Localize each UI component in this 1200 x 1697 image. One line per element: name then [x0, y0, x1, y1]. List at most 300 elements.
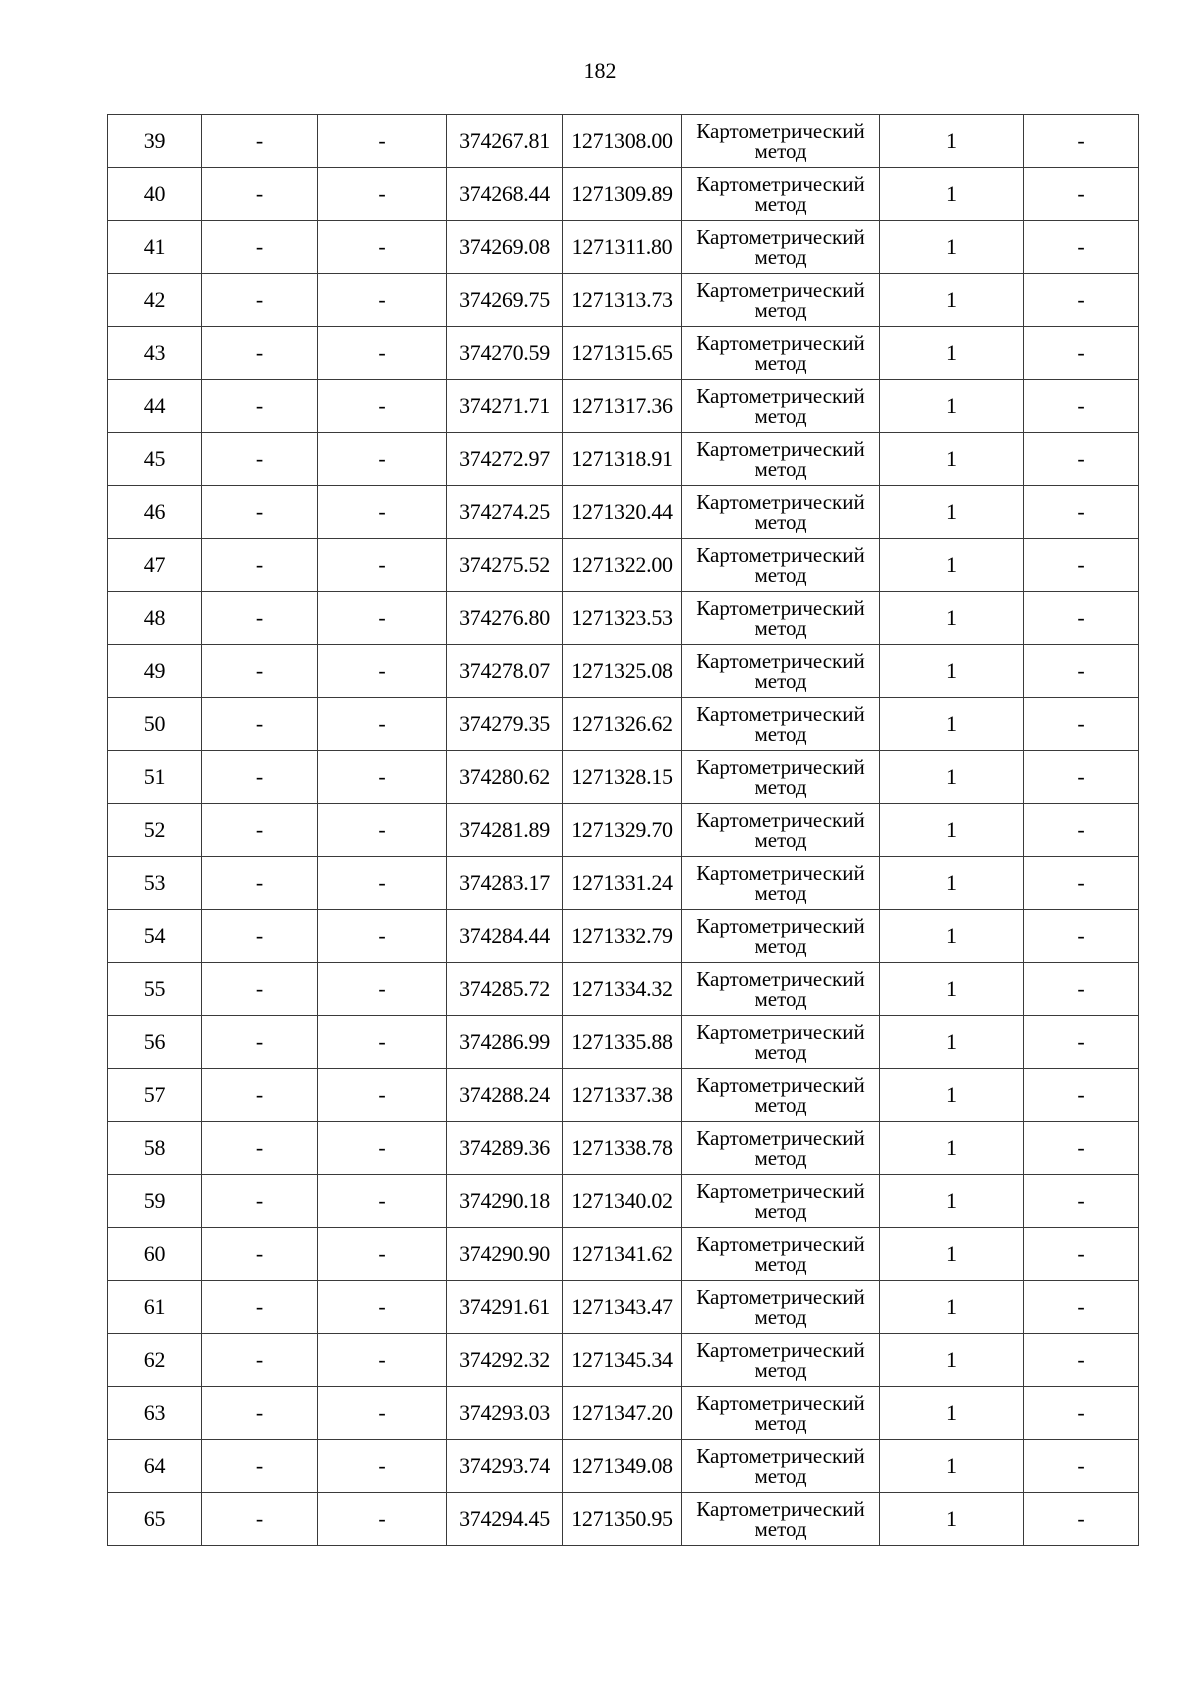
method-line-1: Картометрический [696, 1073, 865, 1097]
method-line-1: Картометрический [696, 225, 865, 249]
method-line-1: Картометрический [696, 808, 865, 832]
x-coordinate-cell: 374267.81 [447, 115, 563, 168]
empty-dash-cell: - [202, 1334, 318, 1387]
point-number-cell: 46 [108, 486, 202, 539]
empty-dash-cell: - [202, 1440, 318, 1493]
point-number-cell: 43 [108, 327, 202, 380]
method-line-2: метод [754, 1040, 807, 1064]
y-coordinate-cell: 1271323.53 [563, 592, 682, 645]
method-line-1: Картометрический [696, 543, 865, 567]
empty-dash-cell: - [318, 1281, 447, 1334]
accuracy-cell: 1 [880, 1016, 1024, 1069]
method-cell [682, 1387, 880, 1440]
x-coordinate-cell: 374271.71 [447, 380, 563, 433]
empty-dash-cell: - [1024, 910, 1139, 963]
empty-dash-cell: - [318, 1069, 447, 1122]
page-number: 182 [583, 58, 617, 83]
method-line-2: метод [754, 828, 807, 852]
method-line-2: метод [754, 775, 807, 799]
table-row [108, 433, 1139, 486]
method-line-2: метод [754, 1464, 807, 1488]
table-row [108, 1016, 1139, 1069]
empty-dash-cell: - [318, 433, 447, 486]
x-coordinate-cell: 374293.03 [447, 1387, 563, 1440]
x-coordinate-cell: 374285.72 [447, 963, 563, 1016]
table-row [108, 963, 1139, 1016]
empty-dash-cell: - [1024, 751, 1139, 804]
x-coordinate-cell: 374280.62 [447, 751, 563, 804]
point-number-cell: 52 [108, 804, 202, 857]
empty-dash-cell: - [318, 1175, 447, 1228]
method-cell [682, 433, 880, 486]
point-number-cell: 48 [108, 592, 202, 645]
y-coordinate-cell: 1271328.15 [563, 751, 682, 804]
method-cell [682, 1281, 880, 1334]
method-line-1: Картометрический [696, 596, 865, 620]
empty-dash-cell: - [1024, 963, 1139, 1016]
empty-dash-cell: - [202, 433, 318, 486]
y-coordinate-cell: 1271341.62 [563, 1228, 682, 1281]
empty-dash-cell: - [1024, 1069, 1139, 1122]
y-coordinate-cell: 1271313.73 [563, 274, 682, 327]
empty-dash-cell: - [1024, 274, 1139, 327]
empty-dash-cell: - [202, 1387, 318, 1440]
method-line-1: Картометрический [696, 490, 865, 514]
method-line-2: метод [754, 298, 807, 322]
method-line-2: метод [754, 987, 807, 1011]
accuracy-cell: 1 [880, 486, 1024, 539]
method-line-2: метод [754, 1305, 807, 1329]
method-line-2: метод [754, 1252, 807, 1276]
empty-dash-cell: - [318, 380, 447, 433]
point-number-cell: 39 [108, 115, 202, 168]
method-line-1: Картометрический [696, 755, 865, 779]
empty-dash-cell: - [1024, 804, 1139, 857]
empty-dash-cell: - [202, 486, 318, 539]
table-row [108, 1493, 1139, 1546]
empty-dash-cell: - [318, 1387, 447, 1440]
table-row [108, 592, 1139, 645]
y-coordinate-cell: 1271308.00 [563, 115, 682, 168]
method-line-2: метод [754, 1517, 807, 1541]
method-line-1: Картометрический [696, 119, 865, 143]
method-line-2: метод [754, 351, 807, 375]
empty-dash-cell: - [1024, 168, 1139, 221]
y-coordinate-cell: 1271334.32 [563, 963, 682, 1016]
y-coordinate-cell: 1271311.80 [563, 221, 682, 274]
method-line-1: Картометрический [696, 172, 865, 196]
method-cell [682, 963, 880, 1016]
table-row [108, 751, 1139, 804]
empty-dash-cell: - [318, 486, 447, 539]
y-coordinate-cell: 1271320.44 [563, 486, 682, 539]
empty-dash-cell: - [202, 751, 318, 804]
accuracy-cell: 1 [880, 539, 1024, 592]
method-cell [682, 221, 880, 274]
accuracy-cell: 1 [880, 221, 1024, 274]
empty-dash-cell: - [1024, 539, 1139, 592]
point-number-cell: 45 [108, 433, 202, 486]
method-cell [682, 380, 880, 433]
method-cell [682, 1016, 880, 1069]
method-line-2: метод [754, 404, 807, 428]
y-coordinate-cell: 1271350.95 [563, 1493, 682, 1546]
empty-dash-cell: - [318, 751, 447, 804]
x-coordinate-cell: 374288.24 [447, 1069, 563, 1122]
method-line-2: метод [754, 1146, 807, 1170]
x-coordinate-cell: 374279.35 [447, 698, 563, 751]
point-number-cell: 58 [108, 1122, 202, 1175]
table-row [108, 1069, 1139, 1122]
method-cell [682, 327, 880, 380]
method-cell [682, 804, 880, 857]
y-coordinate-cell: 1271338.78 [563, 1122, 682, 1175]
method-line-2: метод [754, 1093, 807, 1117]
empty-dash-cell: - [202, 592, 318, 645]
empty-dash-cell: - [1024, 327, 1139, 380]
y-coordinate-cell: 1271349.08 [563, 1440, 682, 1493]
empty-dash-cell: - [202, 1016, 318, 1069]
y-coordinate-cell: 1271347.20 [563, 1387, 682, 1440]
empty-dash-cell: - [202, 1493, 318, 1546]
method-cell [682, 698, 880, 751]
method-line-2: метод [754, 616, 807, 640]
y-coordinate-cell: 1271325.08 [563, 645, 682, 698]
method-line-2: метод [754, 934, 807, 958]
x-coordinate-cell: 374274.25 [447, 486, 563, 539]
x-coordinate-cell: 374289.36 [447, 1122, 563, 1175]
point-number-cell: 63 [108, 1387, 202, 1440]
point-number-cell: 62 [108, 1334, 202, 1387]
table-row [108, 115, 1139, 168]
table-row [108, 910, 1139, 963]
table-row [108, 1440, 1139, 1493]
x-coordinate-cell: 374290.90 [447, 1228, 563, 1281]
empty-dash-cell: - [318, 539, 447, 592]
accuracy-cell: 1 [880, 1228, 1024, 1281]
method-line-2: метод [754, 722, 807, 746]
empty-dash-cell: - [1024, 115, 1139, 168]
method-line-2: метод [754, 510, 807, 534]
method-line-1: Картометрический [696, 1338, 865, 1362]
method-line-2: метод [754, 1199, 807, 1223]
empty-dash-cell: - [318, 910, 447, 963]
method-cell [682, 539, 880, 592]
y-coordinate-cell: 1271332.79 [563, 910, 682, 963]
empty-dash-cell: - [1024, 1175, 1139, 1228]
point-number-cell: 51 [108, 751, 202, 804]
empty-dash-cell: - [202, 380, 318, 433]
table-row [108, 1281, 1139, 1334]
coordinates-table [107, 114, 1139, 1546]
empty-dash-cell: - [1024, 486, 1139, 539]
y-coordinate-cell: 1271331.24 [563, 857, 682, 910]
empty-dash-cell: - [1024, 1228, 1139, 1281]
table-row [108, 274, 1139, 327]
y-coordinate-cell: 1271318.91 [563, 433, 682, 486]
table-row [108, 327, 1139, 380]
point-number-cell: 49 [108, 645, 202, 698]
empty-dash-cell: - [202, 698, 318, 751]
accuracy-cell: 1 [880, 1334, 1024, 1387]
point-number-cell: 59 [108, 1175, 202, 1228]
x-coordinate-cell: 374275.52 [447, 539, 563, 592]
x-coordinate-cell: 374281.89 [447, 804, 563, 857]
y-coordinate-cell: 1271326.62 [563, 698, 682, 751]
accuracy-cell: 1 [880, 1175, 1024, 1228]
x-coordinate-cell: 374283.17 [447, 857, 563, 910]
empty-dash-cell: - [202, 645, 318, 698]
method-line-2: метод [754, 245, 807, 269]
method-line-1: Картометрический [696, 278, 865, 302]
accuracy-cell: 1 [880, 327, 1024, 380]
empty-dash-cell: - [318, 1016, 447, 1069]
method-cell [682, 168, 880, 221]
empty-dash-cell: - [202, 963, 318, 1016]
method-line-2: метод [754, 1358, 807, 1382]
x-coordinate-cell: 374292.32 [447, 1334, 563, 1387]
y-coordinate-cell: 1271322.00 [563, 539, 682, 592]
point-number-cell: 61 [108, 1281, 202, 1334]
accuracy-cell: 1 [880, 168, 1024, 221]
empty-dash-cell: - [202, 1069, 318, 1122]
x-coordinate-cell: 374291.61 [447, 1281, 563, 1334]
empty-dash-cell: - [1024, 433, 1139, 486]
empty-dash-cell: - [1024, 380, 1139, 433]
method-line-2: метод [754, 669, 807, 693]
empty-dash-cell: - [202, 327, 318, 380]
empty-dash-cell: - [1024, 645, 1139, 698]
empty-dash-cell: - [202, 274, 318, 327]
method-line-1: Картометрический [696, 1444, 865, 1468]
method-line-2: метод [754, 881, 807, 905]
accuracy-cell: 1 [880, 645, 1024, 698]
method-line-1: Картометрический [696, 1179, 865, 1203]
empty-dash-cell: - [318, 963, 447, 1016]
method-line-1: Картометрический [696, 331, 865, 355]
method-cell [682, 1069, 880, 1122]
empty-dash-cell: - [318, 592, 447, 645]
empty-dash-cell: - [318, 327, 447, 380]
empty-dash-cell: - [1024, 1122, 1139, 1175]
method-line-2: метод [754, 139, 807, 163]
method-line-1: Картометрический [696, 914, 865, 938]
point-number-cell: 47 [108, 539, 202, 592]
method-line-1: Картометрический [696, 1497, 865, 1521]
table-row [108, 1122, 1139, 1175]
method-cell [682, 486, 880, 539]
accuracy-cell: 1 [880, 751, 1024, 804]
method-cell [682, 857, 880, 910]
table-row [108, 1387, 1139, 1440]
method-line-1: Картометрический [696, 1126, 865, 1150]
point-number-cell: 54 [108, 910, 202, 963]
method-cell [682, 1175, 880, 1228]
empty-dash-cell: - [202, 804, 318, 857]
y-coordinate-cell: 1271309.89 [563, 168, 682, 221]
x-coordinate-cell: 374294.45 [447, 1493, 563, 1546]
accuracy-cell: 1 [880, 963, 1024, 1016]
x-coordinate-cell: 374268.44 [447, 168, 563, 221]
empty-dash-cell: - [318, 1122, 447, 1175]
accuracy-cell: 1 [880, 804, 1024, 857]
point-number-cell: 40 [108, 168, 202, 221]
table-row [108, 857, 1139, 910]
x-coordinate-cell: 374270.59 [447, 327, 563, 380]
method-line-1: Картометрический [696, 384, 865, 408]
empty-dash-cell: - [1024, 1016, 1139, 1069]
y-coordinate-cell: 1271315.65 [563, 327, 682, 380]
method-line-2: метод [754, 1411, 807, 1435]
method-cell [682, 115, 880, 168]
empty-dash-cell: - [1024, 1387, 1139, 1440]
empty-dash-cell: - [1024, 857, 1139, 910]
method-line-1: Картометрический [696, 1232, 865, 1256]
y-coordinate-cell: 1271340.02 [563, 1175, 682, 1228]
accuracy-cell: 1 [880, 115, 1024, 168]
empty-dash-cell: - [1024, 1440, 1139, 1493]
method-cell [682, 910, 880, 963]
method-line-1: Картометрический [696, 861, 865, 885]
y-coordinate-cell: 1271337.38 [563, 1069, 682, 1122]
table-row [108, 539, 1139, 592]
accuracy-cell: 1 [880, 380, 1024, 433]
y-coordinate-cell: 1271343.47 [563, 1281, 682, 1334]
empty-dash-cell: - [202, 221, 318, 274]
empty-dash-cell: - [318, 645, 447, 698]
accuracy-cell: 1 [880, 857, 1024, 910]
x-coordinate-cell: 374269.75 [447, 274, 563, 327]
empty-dash-cell: - [202, 1122, 318, 1175]
method-line-2: метод [754, 457, 807, 481]
method-line-1: Картометрический [696, 437, 865, 461]
point-number-cell: 56 [108, 1016, 202, 1069]
empty-dash-cell: - [1024, 698, 1139, 751]
table-row [108, 1334, 1139, 1387]
method-cell [682, 645, 880, 698]
method-line-1: Картометрический [696, 702, 865, 726]
empty-dash-cell: - [1024, 1493, 1139, 1546]
empty-dash-cell: - [1024, 1334, 1139, 1387]
table-row [108, 221, 1139, 274]
x-coordinate-cell: 374269.08 [447, 221, 563, 274]
empty-dash-cell: - [318, 221, 447, 274]
empty-dash-cell: - [202, 115, 318, 168]
empty-dash-cell: - [318, 1440, 447, 1493]
method-line-1: Картометрический [696, 1391, 865, 1415]
y-coordinate-cell: 1271329.70 [563, 804, 682, 857]
accuracy-cell: 1 [880, 274, 1024, 327]
point-number-cell: 65 [108, 1493, 202, 1546]
point-number-cell: 55 [108, 963, 202, 1016]
table-row [108, 698, 1139, 751]
x-coordinate-cell: 374284.44 [447, 910, 563, 963]
method-line-1: Картометрический [696, 1285, 865, 1309]
point-number-cell: 44 [108, 380, 202, 433]
empty-dash-cell: - [202, 1228, 318, 1281]
accuracy-cell: 1 [880, 1440, 1024, 1493]
empty-dash-cell: - [202, 910, 318, 963]
empty-dash-cell: - [202, 857, 318, 910]
point-number-cell: 41 [108, 221, 202, 274]
method-cell [682, 1122, 880, 1175]
method-cell [682, 1440, 880, 1493]
table-row [108, 1175, 1139, 1228]
empty-dash-cell: - [318, 857, 447, 910]
table-body [108, 115, 1139, 1546]
empty-dash-cell: - [202, 168, 318, 221]
empty-dash-cell: - [318, 274, 447, 327]
empty-dash-cell: - [1024, 221, 1139, 274]
empty-dash-cell: - [318, 115, 447, 168]
method-cell [682, 1228, 880, 1281]
empty-dash-cell: - [318, 1334, 447, 1387]
x-coordinate-cell: 374293.74 [447, 1440, 563, 1493]
point-number-cell: 60 [108, 1228, 202, 1281]
accuracy-cell: 1 [880, 1069, 1024, 1122]
method-cell [682, 274, 880, 327]
accuracy-cell: 1 [880, 592, 1024, 645]
point-number-cell: 57 [108, 1069, 202, 1122]
accuracy-cell: 1 [880, 1281, 1024, 1334]
accuracy-cell: 1 [880, 1387, 1024, 1440]
method-cell [682, 751, 880, 804]
empty-dash-cell: - [318, 1493, 447, 1546]
accuracy-cell: 1 [880, 698, 1024, 751]
x-coordinate-cell: 374278.07 [447, 645, 563, 698]
method-line-1: Картометрический [696, 967, 865, 991]
point-number-cell: 64 [108, 1440, 202, 1493]
table-row [108, 645, 1139, 698]
table-row [108, 168, 1139, 221]
accuracy-cell: 1 [880, 1122, 1024, 1175]
x-coordinate-cell: 374286.99 [447, 1016, 563, 1069]
y-coordinate-cell: 1271345.34 [563, 1334, 682, 1387]
table-row [108, 804, 1139, 857]
method-line-2: метод [754, 192, 807, 216]
empty-dash-cell: - [202, 1175, 318, 1228]
method-line-1: Картометрический [696, 649, 865, 673]
method-cell [682, 1493, 880, 1546]
empty-dash-cell: - [318, 698, 447, 751]
point-number-cell: 50 [108, 698, 202, 751]
point-number-cell: 42 [108, 274, 202, 327]
empty-dash-cell: - [1024, 592, 1139, 645]
method-cell [682, 1334, 880, 1387]
empty-dash-cell: - [318, 168, 447, 221]
empty-dash-cell: - [1024, 1281, 1139, 1334]
x-coordinate-cell: 374276.80 [447, 592, 563, 645]
table-row [108, 380, 1139, 433]
method-line-2: метод [754, 563, 807, 587]
empty-dash-cell: - [318, 1228, 447, 1281]
empty-dash-cell: - [202, 539, 318, 592]
method-line-1: Картометрический [696, 1020, 865, 1044]
y-coordinate-cell: 1271335.88 [563, 1016, 682, 1069]
y-coordinate-cell: 1271317.36 [563, 380, 682, 433]
table-row [108, 486, 1139, 539]
empty-dash-cell: - [202, 1281, 318, 1334]
empty-dash-cell: - [318, 804, 447, 857]
accuracy-cell: 1 [880, 433, 1024, 486]
method-cell [682, 592, 880, 645]
point-number-cell: 53 [108, 857, 202, 910]
x-coordinate-cell: 374290.18 [447, 1175, 563, 1228]
table-row [108, 1228, 1139, 1281]
accuracy-cell: 1 [880, 910, 1024, 963]
accuracy-cell: 1 [880, 1493, 1024, 1546]
x-coordinate-cell: 374272.97 [447, 433, 563, 486]
